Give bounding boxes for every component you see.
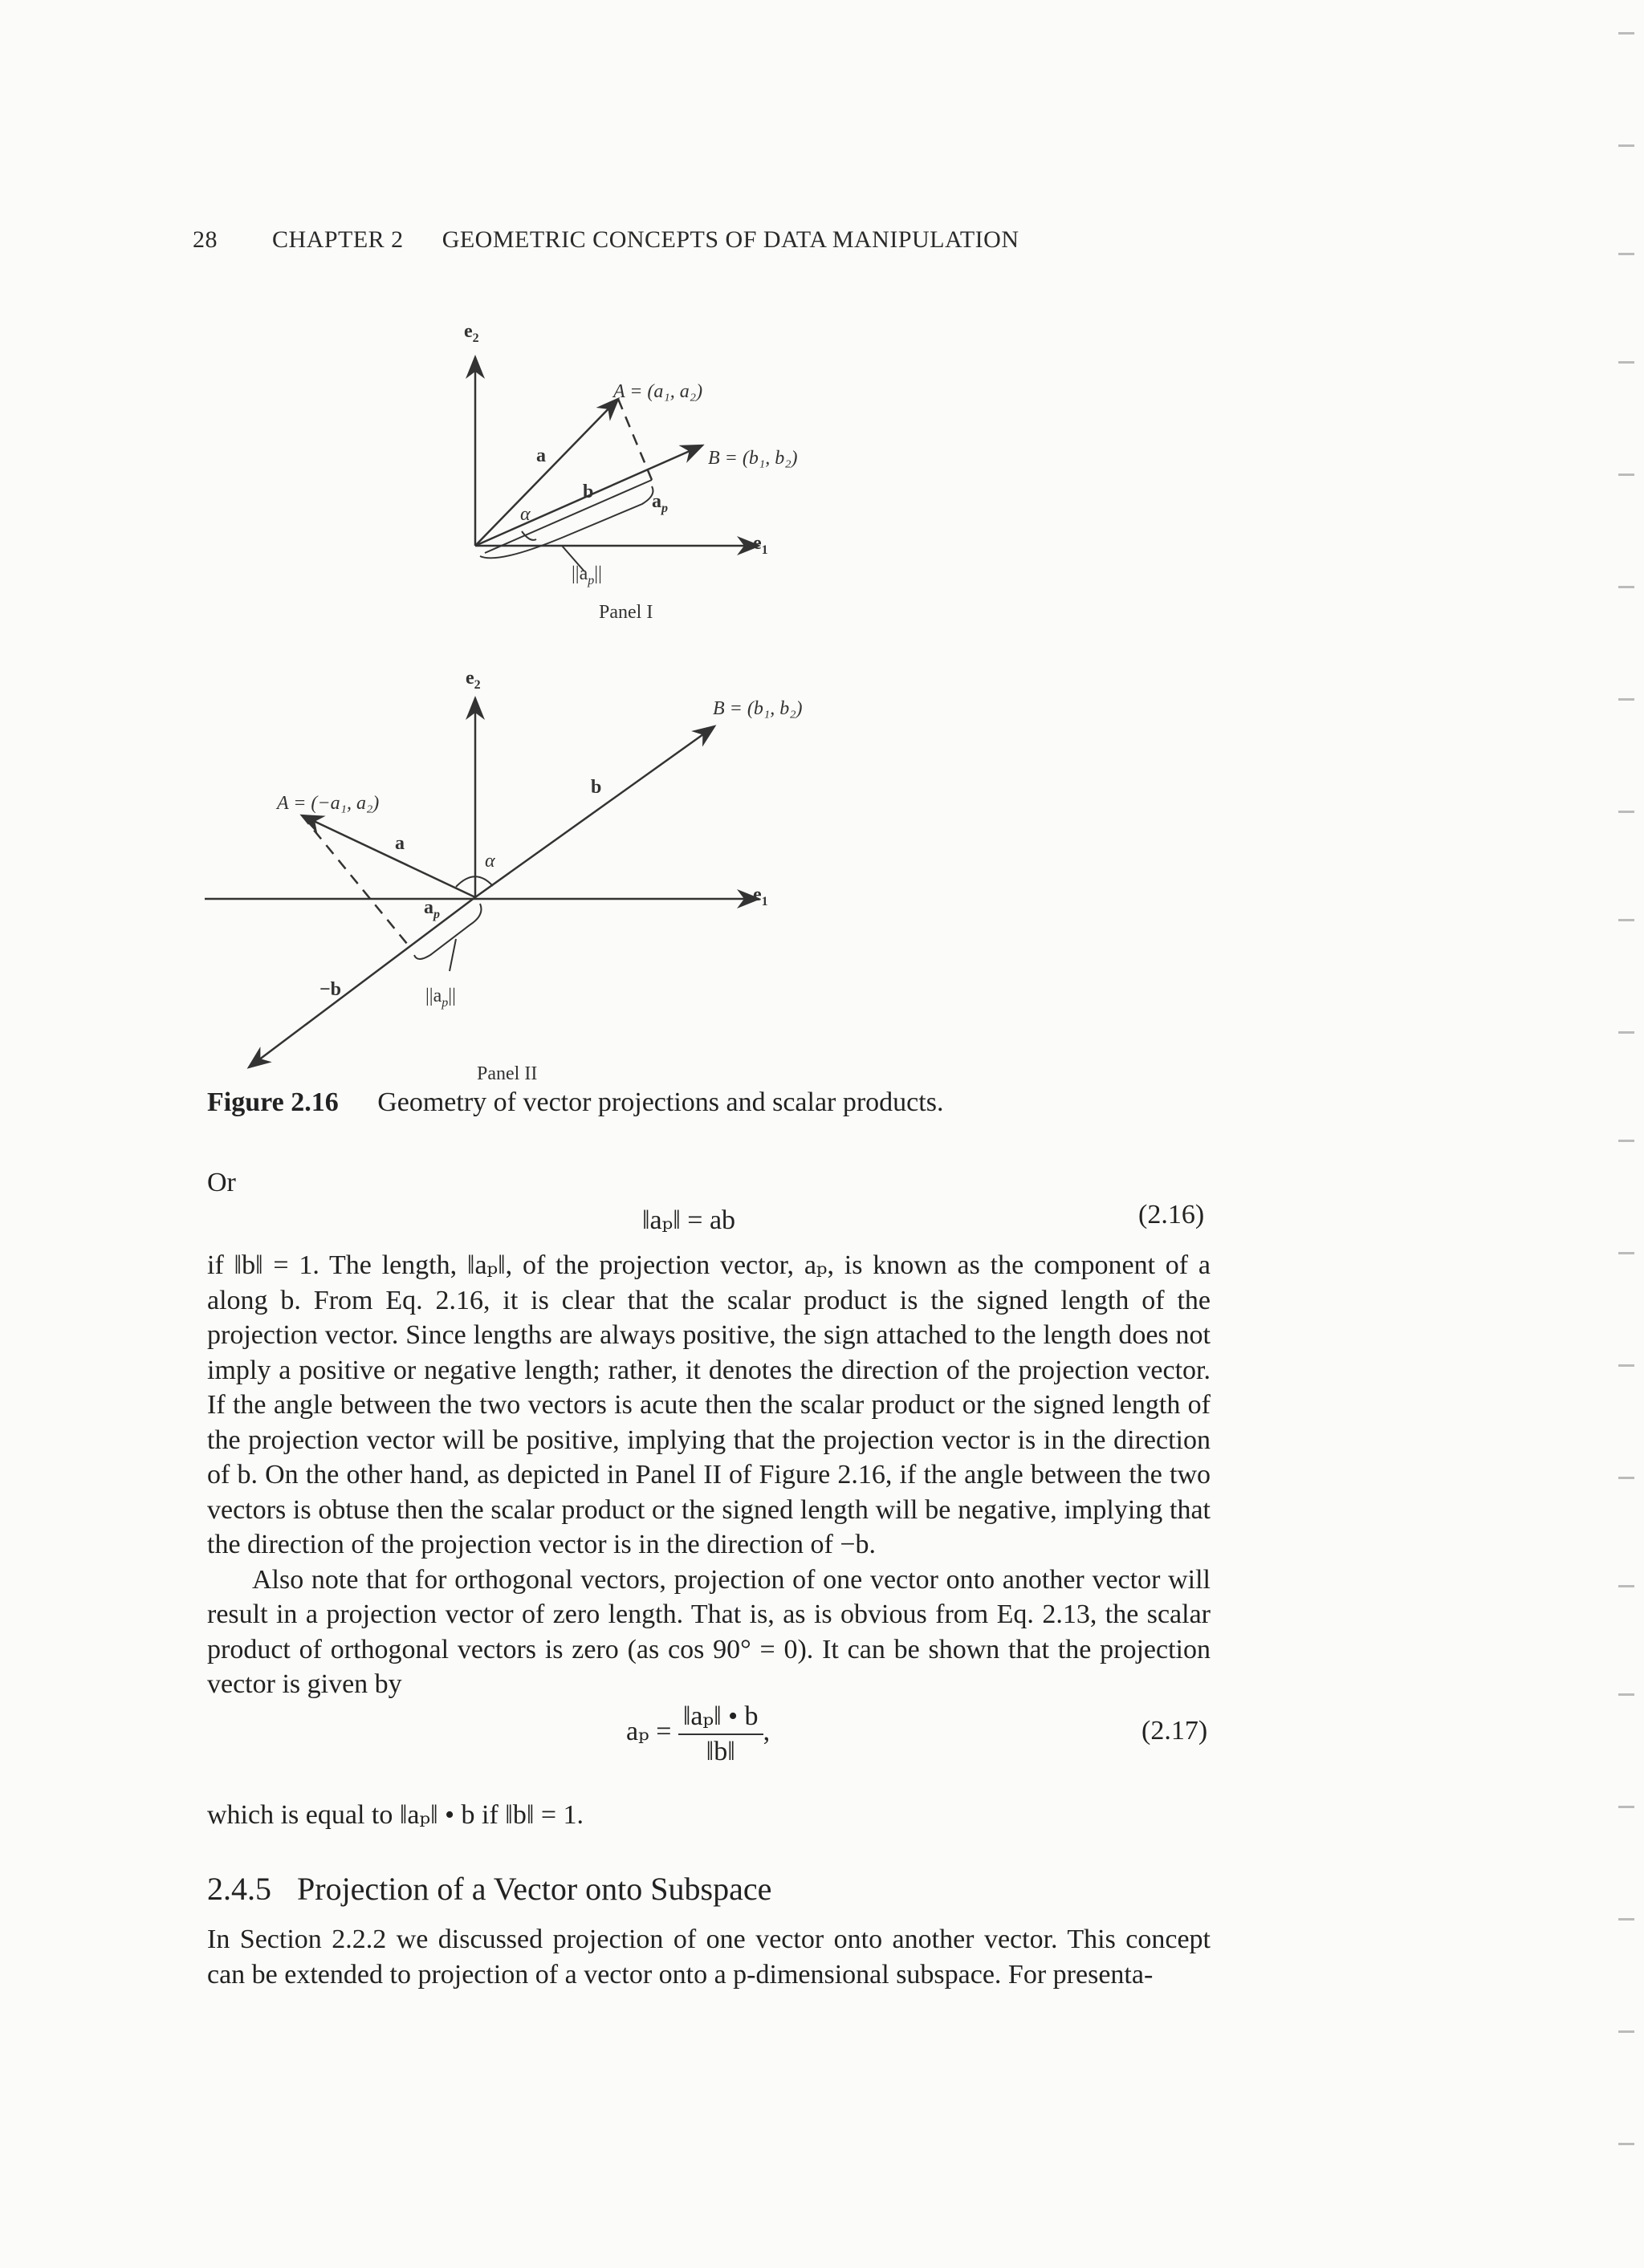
- panel2-vector-b: [475, 726, 714, 897]
- margin-mark: [1618, 1477, 1634, 1479]
- margin-mark: [1618, 144, 1634, 147]
- margin-mark: [1618, 361, 1634, 364]
- paragraph-4: In Section 2.2.2 we discussed projection of one vector onto another vector. This concept can be extended to projection of a vector onto a p-dimensional subspace. For presenta-: [207, 1925, 1211, 1990]
- margin-mark: [1618, 698, 1634, 701]
- panel1-alpha-label: α: [520, 504, 531, 525]
- panel2-vector-b-label: b: [591, 777, 602, 798]
- margin-mark: [1618, 1252, 1634, 1254]
- panel1-vector-a-label: a: [536, 445, 546, 466]
- panel2-alpha-label: α: [485, 851, 495, 872]
- panel1-vector-b-label: b: [583, 482, 594, 502]
- paragraph-3-block: [207, 1798, 1211, 1833]
- panel1-brace: [480, 486, 653, 558]
- panel1-point-b-label: B = (b₁, b₂): [708, 448, 798, 469]
- paragraph-1: if ‖b‖ = 1. The length, ‖aₚ‖, of the projection vector, aₚ, is known as the component of a along b. From Eq. 2.16, it is clear that the scalar product is the signed length of the projection vector. Since lengths are always positive, the sign attached to the length does not imply a positive or negative length; rather, it denotes the direction of the projection vector. If the angle between the two vectors is acute then the scalar product or the signed length of the projection vector will be positive, implying that the projection vector is in the direction of b. On the other hand, as depicted in Panel II of Figure 2.16, if the angle between the two vectors is obtuse then the scalar product or the signed length will be negative, implying that the direction of the projection vector is in the direction of −b.: [207, 1250, 1211, 1559]
- paragraph-2: Also note that for orthogonal vectors, projection of one vector onto another vector will result in a projection vector of zero length. That is, as is obvious from Eq. 2.13, the scalar product of orthogonal vectors is zero (as cos 90° = 0). It can be shown that the projection vector is given by: [207, 1564, 1211, 1699]
- margin-mark: [1618, 586, 1634, 588]
- margin-mark: [1618, 919, 1634, 921]
- figure-caption-text: Geometry of vector projections and scalar products.: [377, 1087, 944, 1117]
- panel-2-labels: [275, 668, 803, 1084]
- equation-2-17-comma: ,: [763, 1716, 771, 1746]
- panel2-e2-label: $e_2$: [466, 668, 481, 692]
- panel2-label: Panel II: [477, 1063, 538, 1084]
- chapter-title: GEOMETRIC CONCEPTS OF DATA MANIPULATION: [442, 226, 1019, 253]
- figure-caption: [207, 1087, 943, 1118]
- section-title: Projection of a Vector onto Subspace: [297, 1871, 772, 1907]
- margin-mark: [1618, 253, 1634, 255]
- margin-mark: [1618, 1693, 1634, 1696]
- equation-2-16: ‖aₚ‖ = ab: [642, 1205, 736, 1235]
- panel2-point-a-label: A = (−a₁, a₂): [277, 793, 380, 814]
- margin-mark: [1618, 1918, 1634, 1920]
- panel1-label: Panel I: [599, 602, 653, 623]
- paragraph-3: which is equal to ‖aₚ‖ • b if ‖b‖ = 1.: [207, 1800, 584, 1830]
- panel2-vector-a: [302, 815, 475, 897]
- chapter-label: CHAPTER 2: [272, 226, 404, 253]
- margin-mark: [1618, 2030, 1634, 2033]
- equation-2-17-number: (2.17): [1141, 1716, 1208, 1746]
- equation-2-17-fraction: [678, 1700, 763, 1767]
- margin-mark: [1618, 811, 1634, 813]
- section-number: 2.4.5: [207, 1871, 271, 1907]
- panel2-neg-b-label: −b: [319, 979, 342, 1000]
- page-number: 28: [193, 226, 218, 253]
- equation-2-17-numerator: ‖aₚ‖ • b: [678, 1700, 763, 1735]
- panel2-ap-length-label: $||a_p||$: [425, 986, 456, 1010]
- panel1-point-a-label: A = (a₁, a₂): [613, 381, 703, 402]
- panel1-e1-label: $e_1$: [753, 533, 768, 557]
- paragraph-4-block: [207, 1922, 1211, 1992]
- panel2-vector-a-label: a: [395, 833, 405, 854]
- body-paragraphs: [207, 1248, 1211, 1702]
- equation-2-17-denominator: ‖b‖: [706, 1737, 735, 1766]
- margin-mark: [1618, 32, 1634, 35]
- panel1-perpendicular: [618, 399, 652, 480]
- equation-2-16-number: (2.16): [1138, 1200, 1205, 1230]
- panel2-vector-neg-b: [249, 897, 475, 1067]
- margin-mark: [1618, 1806, 1634, 1808]
- panel-1-labels: [464, 321, 798, 623]
- figure-number: Figure 2.16: [207, 1087, 339, 1117]
- panel1-projection-line: [485, 480, 652, 553]
- margin-mark: [1618, 2143, 1634, 2145]
- margin-mark: [1618, 1140, 1634, 1142]
- panel2-e1-label: $e_1$: [753, 884, 768, 908]
- margin-mark: [1618, 474, 1634, 476]
- section-heading: [207, 1870, 771, 1908]
- panel1-ap-length-label: $||a_p||$: [572, 563, 602, 587]
- margin-mark: [1618, 1031, 1634, 1034]
- panel-2: [205, 698, 759, 1067]
- equation-2-17: [626, 1700, 770, 1767]
- text-or: Or: [207, 1168, 236, 1197]
- panel2-point-b-label: B = (b₁, b₂): [713, 698, 803, 719]
- panel2-ap-label: $a_p$: [424, 897, 440, 921]
- margin-mark: [1618, 1585, 1634, 1587]
- margin-mark: [1618, 1364, 1634, 1367]
- equation-2-17-lhs: aₚ =: [626, 1716, 672, 1746]
- panel1-ap-label: $a_p$: [652, 491, 668, 515]
- panel1-e2-label: $e_2$: [464, 321, 479, 345]
